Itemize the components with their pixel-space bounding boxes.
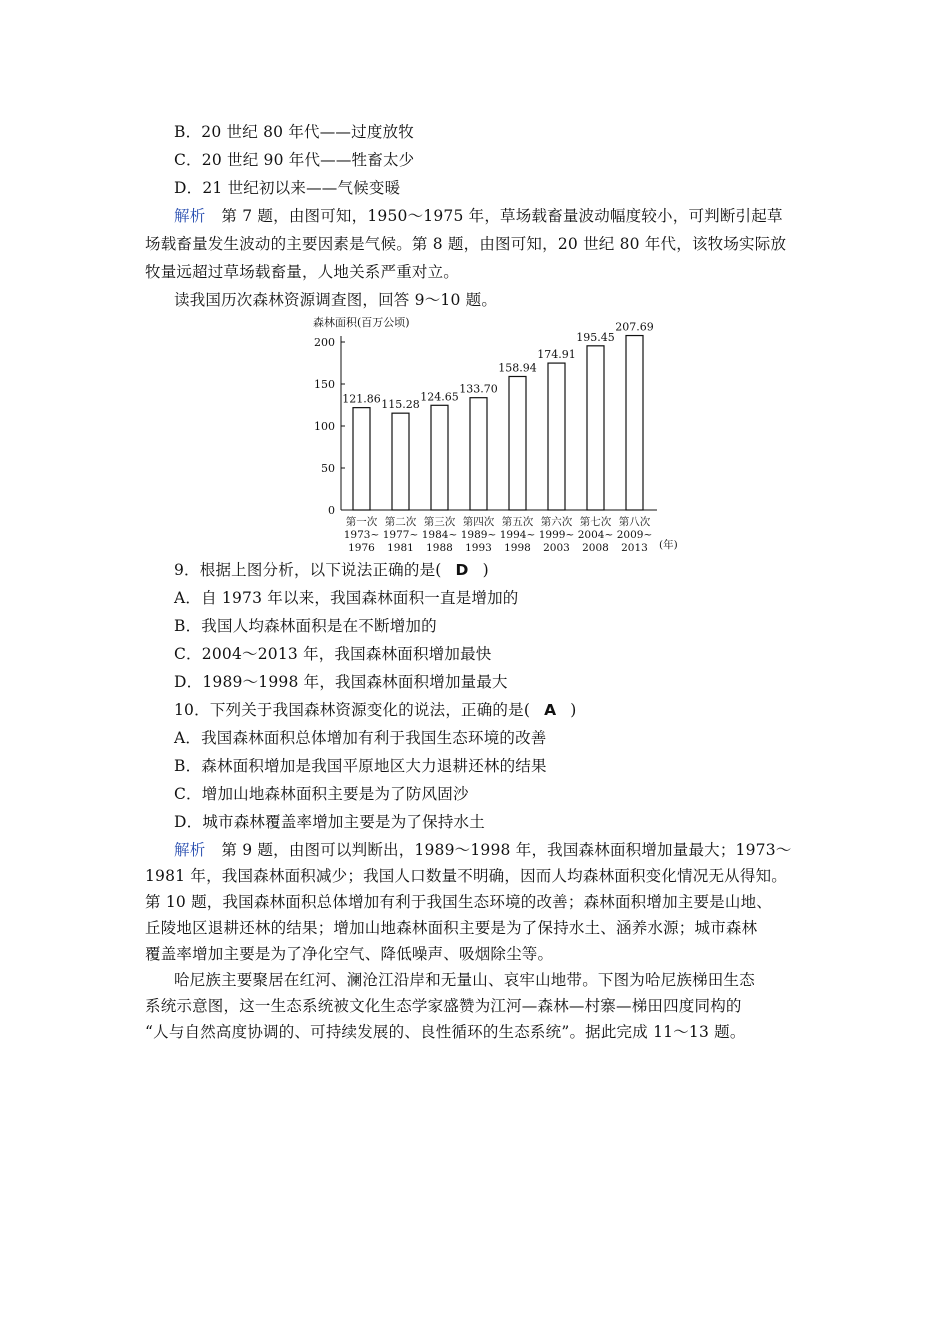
y-tick-label: 100 <box>314 420 335 433</box>
x-year-end-label: 1981 <box>387 542 414 554</box>
q10-stem: 10．下列关于我国森林资源变化的说法，正确的是( <box>174 701 531 719</box>
x-category-label: 第三次 <box>423 516 456 528</box>
q9-stem-line <box>174 560 489 580</box>
y-tick-label: 50 <box>321 462 335 475</box>
x-axis-unit: (年) <box>659 539 678 551</box>
q9-close: ) <box>482 561 489 579</box>
x-year-start-label: 1989~ <box>460 529 497 541</box>
bar <box>470 398 487 510</box>
x-year-start-label: 1999~ <box>538 529 575 541</box>
intro-9-10: 读我国历次森林资源调查图，回答 9～10 题。 <box>174 291 498 309</box>
q10-stem-line <box>174 700 577 720</box>
analysis2-line3: 第 10 题，我国森林面积总体增加有利于我国生态环境的改善；森林面积增加主要是山地、 <box>145 893 772 911</box>
q8-option-c: C．20 世纪 90 年代——牲畜太少 <box>174 151 415 169</box>
q9-option-b: B．我国人均森林面积是在不断增加的 <box>174 617 437 635</box>
q10-answer: A <box>544 701 557 719</box>
x-year-end-label: 1993 <box>465 542 492 554</box>
x-year-end-label: 1976 <box>348 542 375 554</box>
x-year-start-label: 1984~ <box>421 529 458 541</box>
analysis2-first-line <box>174 840 792 860</box>
q9-option-d: D．1989～1998 年，我国森林面积增加量最大 <box>174 673 508 691</box>
analysis2-line4: 丘陵地区退耕还林的结果；增加山地森林面积主要是为了保持水土、涵养水源；城市森林 <box>145 919 758 937</box>
hani-line1: 哈尼族主要聚居在红河、澜沧江沿岸和无量山、哀牢山地带。下图为哈尼族梯田生态 <box>174 971 755 989</box>
forest-area-bar-chart <box>295 312 695 562</box>
x-category-label: 第八次 <box>618 516 651 528</box>
x-category-label: 第二次 <box>384 516 417 528</box>
analysis-label: 解析 <box>174 207 206 225</box>
analysis1-line1-text: 第 7 题，由图可知，1950～1975 年，草场载畜量波动幅度较小，可判断引起草 <box>221 207 783 225</box>
x-category-label: 第六次 <box>540 516 573 528</box>
bar-value-label: 158.94 <box>498 361 537 375</box>
analysis2-line5: 覆盖率增加主要是为了净化空气、降低噪声、吸烟除尘等。 <box>145 945 554 963</box>
x-category-label: 第四次 <box>462 516 495 528</box>
bar-value-label: 174.91 <box>537 348 576 362</box>
x-year-end-label: 1988 <box>426 542 453 554</box>
bar-value-label: 115.28 <box>381 398 420 412</box>
bar-value-label: 207.69 <box>615 320 654 334</box>
bar <box>431 405 448 510</box>
bar <box>353 408 370 510</box>
hani-line3: “人与自然高度协调的、可持续发展的、良性循环的生态系统”。据此完成 11～13 题。 <box>145 1023 746 1041</box>
x-year-start-label: 2009~ <box>616 529 653 541</box>
q9-answer: D <box>455 561 469 579</box>
analysis1-line2: 场载畜量发生波动的主要因素是气候。第 8 题，由图可知，20 世纪 80 年代，该牧场实际放 <box>145 235 787 253</box>
q8-option-b: B．20 世纪 80 年代——过度放牧 <box>174 123 414 141</box>
bar-value-label: 121.86 <box>342 392 381 406</box>
bar-value-label: 133.70 <box>459 382 498 396</box>
q10-close: ) <box>570 701 577 719</box>
x-year-start-label: 1994~ <box>499 529 536 541</box>
bar-value-label: 124.65 <box>420 390 459 404</box>
x-category-label: 第七次 <box>579 516 612 528</box>
q10-option-b: B．森林面积增加是我国平原地区大力退耕还林的结果 <box>174 757 547 775</box>
y-tick-label: 200 <box>314 336 335 349</box>
x-year-start-label: 2004~ <box>577 529 614 541</box>
bar <box>548 363 565 510</box>
bar <box>626 336 643 510</box>
y-axis-title: 森林面积(百万公顷) <box>313 316 410 329</box>
y-tick-label: 150 <box>314 378 335 391</box>
y-tick-label: 0 <box>328 504 335 517</box>
x-year-end-label: 1998 <box>504 542 531 554</box>
x-category-label: 第五次 <box>501 516 534 528</box>
q8-option-d: D．21 世纪初以来——气候变暖 <box>174 179 401 197</box>
bar-value-label: 195.45 <box>576 330 615 344</box>
q9-option-a: A．自 1973 年以来，我国森林面积一直是增加的 <box>174 589 519 607</box>
q10-option-c: C．增加山地森林面积主要是为了防风固沙 <box>174 785 469 803</box>
analysis2-line2: 1981 年，我国森林面积减少；我国人口数量不明确，因而人均森林面积变化情况无从得知。 <box>145 867 787 885</box>
q10-option-d: D．城市森林覆盖率增加主要是为了保持水土 <box>174 813 485 831</box>
x-year-start-label: 1977~ <box>382 529 419 541</box>
x-year-end-label: 2013 <box>621 542 648 554</box>
x-category-label: 第一次 <box>345 516 378 528</box>
hani-line2: 系统示意图，这一生态系统被文化生态学家盛赞为江河—森林—村寨—梯田四度同构的 <box>145 997 742 1015</box>
chart-svg <box>295 312 695 562</box>
bar <box>587 346 604 510</box>
analysis-label: 解析 <box>174 841 206 859</box>
analysis1-line3: 牧量远超过草场载畜量，人地关系严重对立。 <box>145 263 460 281</box>
q10-option-a: A．我国森林面积总体增加有利于我国生态环境的改善 <box>174 729 547 747</box>
x-year-end-label: 2008 <box>582 542 609 554</box>
q9-option-c: C．2004～2013 年，我国森林面积增加最快 <box>174 645 492 663</box>
analysis1-first-line <box>174 206 783 226</box>
bar <box>509 376 526 510</box>
bar <box>392 413 409 510</box>
analysis2-line1-text: 第 9 题，由图可以判断出，1989～1998 年，我国森林面积增加量最大；1973～ <box>221 841 792 859</box>
q9-stem: 9．根据上图分析，以下说法正确的是( <box>174 561 442 579</box>
x-year-start-label: 1973~ <box>343 529 380 541</box>
x-year-end-label: 2003 <box>543 542 570 554</box>
